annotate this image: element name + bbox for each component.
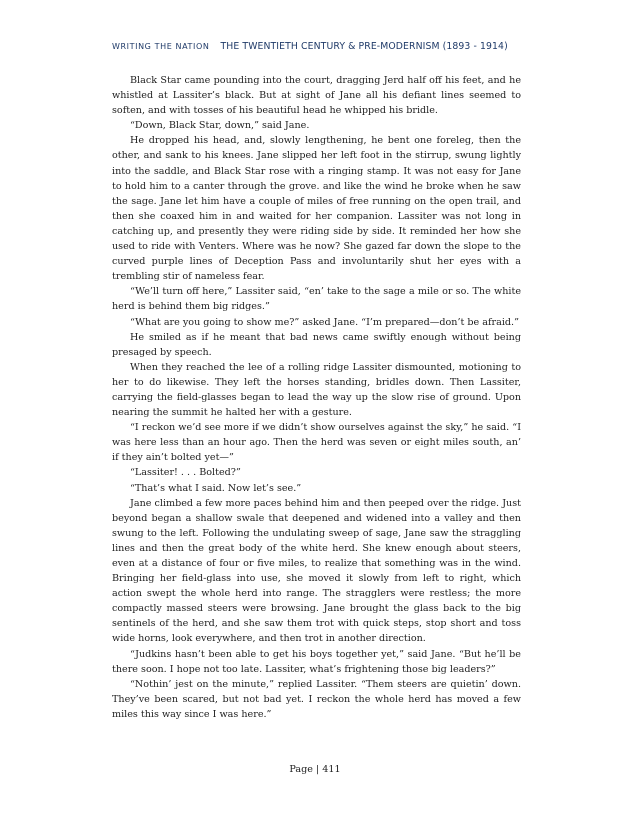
paragraph: He smiled as if he meant that bad news came swiftly enough without being presaged by speech. (112, 331, 521, 358)
paragraph: “Nothin’ jest on the minute,” replied Lassiter. “Them steers are quietin’ down. They’ve been scared, but not bad yet. I reckon the whole herd has moved a few miles this way since I was here.” (112, 678, 521, 720)
paragraph: “That’s what I said. Now let’s see.” (130, 482, 302, 494)
paragraph: Jane climbed a few more paces behind him and then peeped over the ridge. Just beyond began a shallow swale that deepened and widened into a valley and then swung to the left. Following the undulating sweep of sage, Jane saw the straggling lines and then the great body of the white herd. She knew enough about steers, even at a distance of four or five miles, to realize that something was in the wind. Bringing her field-glass into use, she moved it slowly from left to right, which action swept the whole herd into range. The stragglers were restless; the more compactly massed steers were browsing. Jane brought the glass back to the big sentinels of the herd, and she saw them trot with quick steps, stop short and toss wide horns, look everywhere, and then trot in another direction. (112, 497, 521, 645)
paragraph: When they reached the lee of a rolling ridge Lassiter dismounted, motioning to her to do likewise. They left the horses standing, bridles down. Then Lassiter, carrying the field-glasses began to lead the way up the slow rise of ground. Upon nearing the summit he halted her with a gesture. (112, 361, 521, 419)
section-title: THE TWENTIETH CENTURY & PRE-MODERNISM (1893 - 1914) (220, 41, 508, 52)
paragraph: “Down, Black Star, down,” said Jane. (130, 120, 310, 132)
page-number: Page | 411 (289, 764, 341, 775)
paragraph: He dropped his head, and, slowly lengthening, he bent one foreleg, then the other, and sank to his knees. Jane slipped her left foot in the stirrup, swung lightly into the saddle, and Black Star rose with a ringing stamp. It was not easy for Jane to hold him to a canter through the grove. and like the wind he broke when he saw the sage. Jane let him have a couple of miles of free running on the open trail, and then she coaxed him in and waited for her companion. Lassiter was not long in catching up, and presently they were riding side by side. It reminded her how she used to ride with Venters. Where was he now? She gazed far down the slope to the curved purple lines of Deception Pass and involuntarily shut her eyes with a trembling stir of nameless fear. (112, 135, 521, 283)
paragraph: “We’ll turn off here,” Lassiter said, “en’ take to the sage a mile or so. The white herd is behind them big ridges.” (112, 286, 521, 313)
running-header (112, 41, 532, 52)
body-text (112, 73, 521, 722)
paragraph: “Judkins hasn’t been able to get his boys together yet,” said Jane. “But he’ll be there soon. I hope not too late. Lassiter, what’s frightening those big leaders?” (112, 648, 521, 675)
paragraph: Black Star came pounding into the court, dragging Jerd half off his feet, and he whistled at Lassiter’s black. But at sight of Jane all his defiant lines seemed to soften, and with tosses of his beautiful head he whipped his bridle. (112, 75, 521, 117)
paragraph: “I reckon we’d see more if we didn’t show ourselves against the sky,” he said. “I was here less than an hour ago. Then the herd was seven or eight miles south, an’ if they ain’t bolted yet—” (112, 422, 521, 464)
paragraph: “What are you going to show me?” asked Jane. “I’m prepared—don’t be afraid.” (130, 316, 520, 328)
book-title: WRITING THE NATION (112, 42, 210, 51)
paragraph: “Lassiter! . . . Bolted?” (130, 467, 241, 479)
